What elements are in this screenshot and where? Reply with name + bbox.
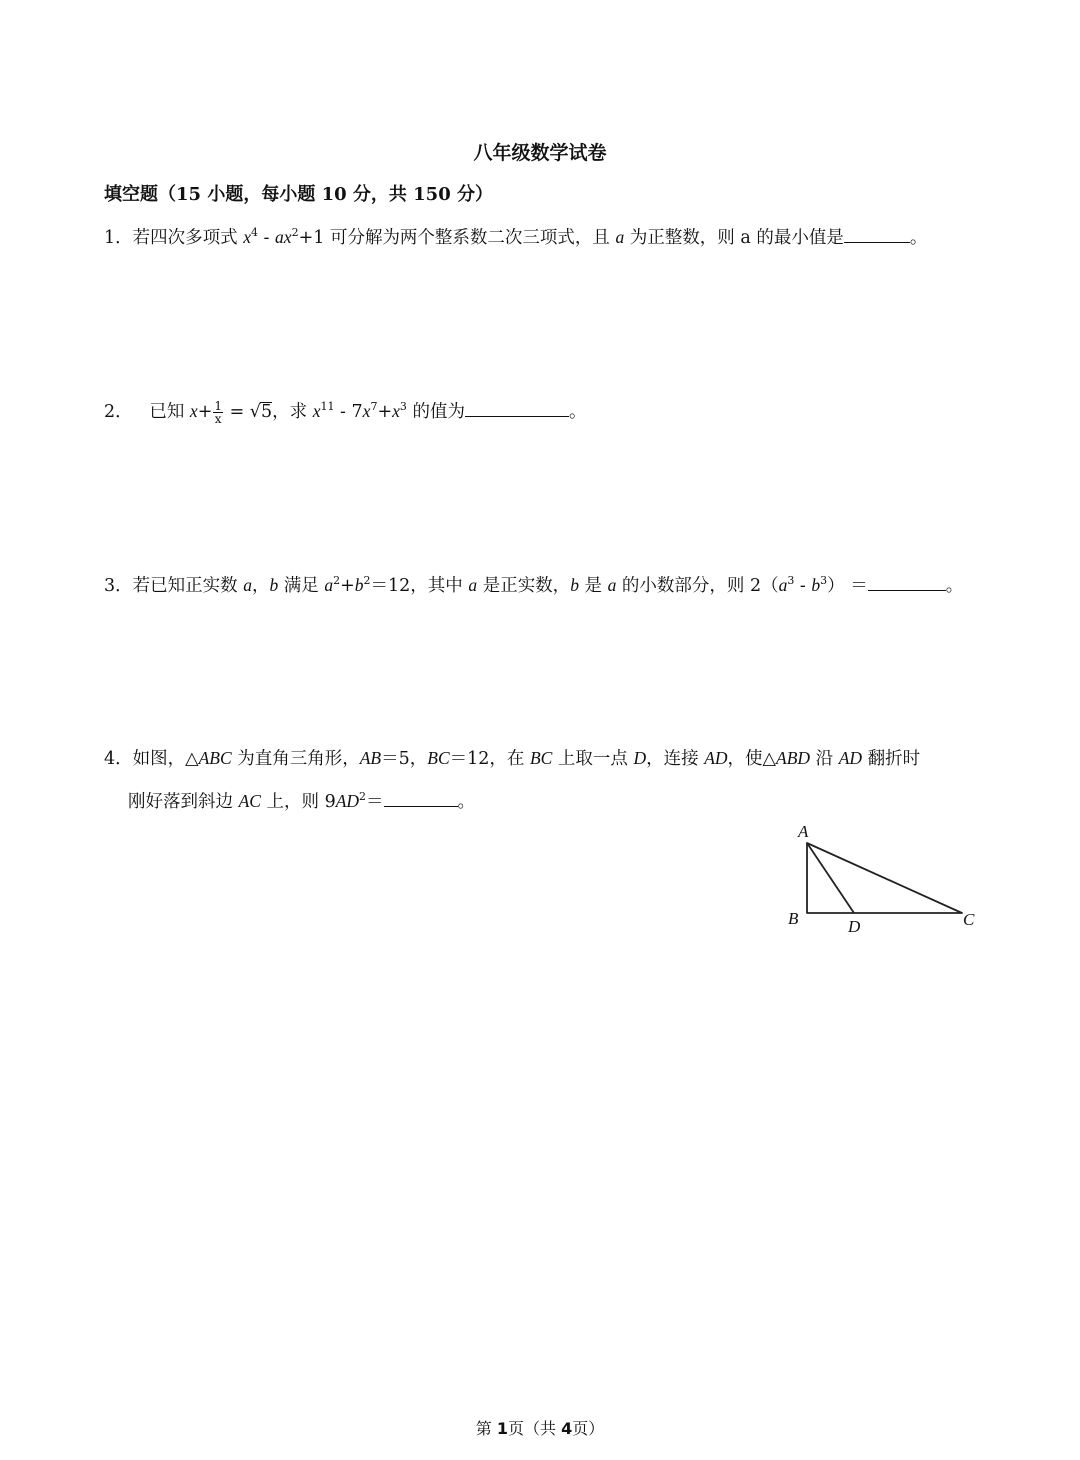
answer-blank xyxy=(465,402,569,417)
page-number: 1 xyxy=(496,1419,508,1438)
question-1: 1．若四次多项式 $x^4 - ax^2+1$ 可分解为两个整系数二次三项式，且 a 为正整数，则 a 的最小值是 。 xyxy=(104,226,928,248)
question-number: 1． xyxy=(104,228,133,248)
answer-blank xyxy=(844,228,910,243)
label-b: B xyxy=(788,909,799,928)
question-number: 3． xyxy=(104,576,133,596)
answer-blank xyxy=(384,792,458,807)
answer-blank xyxy=(868,576,946,591)
label-c: C xyxy=(963,910,975,929)
question-4: 4．如图，△ABC 为直角三角形，AB＝5，BC＝12，在 BC 上取一点 D，连接 AD，使△ABD 沿 AD 翻折时 xyxy=(104,748,921,769)
question-number: 4． xyxy=(104,749,133,769)
question-4-continued: 刚好落到斜边 AC 上，则 $9AD^2=$ 。 xyxy=(128,790,476,812)
label-d: D xyxy=(848,917,861,936)
question-number: 2． xyxy=(104,402,133,422)
question-2: 2． 已知 x+ $\frac{1}{x}$ = √5，求 $x^{11} - 7x^7+x^3$ 的值为 。 xyxy=(104,399,587,426)
page-footer: 第 1页（共 4页） xyxy=(475,1419,605,1438)
question-3: 3．若已知正实数 a，b 满足 $a^2+b^2=12$，其中 a 是正实数，b 是 a 的小数部分，则 $2(a^3 - b^3)$ ＝ 。 xyxy=(104,574,964,596)
triangle-figure xyxy=(782,818,982,938)
section-heading: 填空题（15 小题，每小题 10 分，共 150 分） xyxy=(104,184,494,205)
label-a: A xyxy=(798,822,809,841)
total-pages: 4 xyxy=(561,1419,573,1438)
exam-title: 八年级数学试卷 xyxy=(473,142,607,164)
fraction: $\frac{1}{x}$ xyxy=(214,399,223,426)
